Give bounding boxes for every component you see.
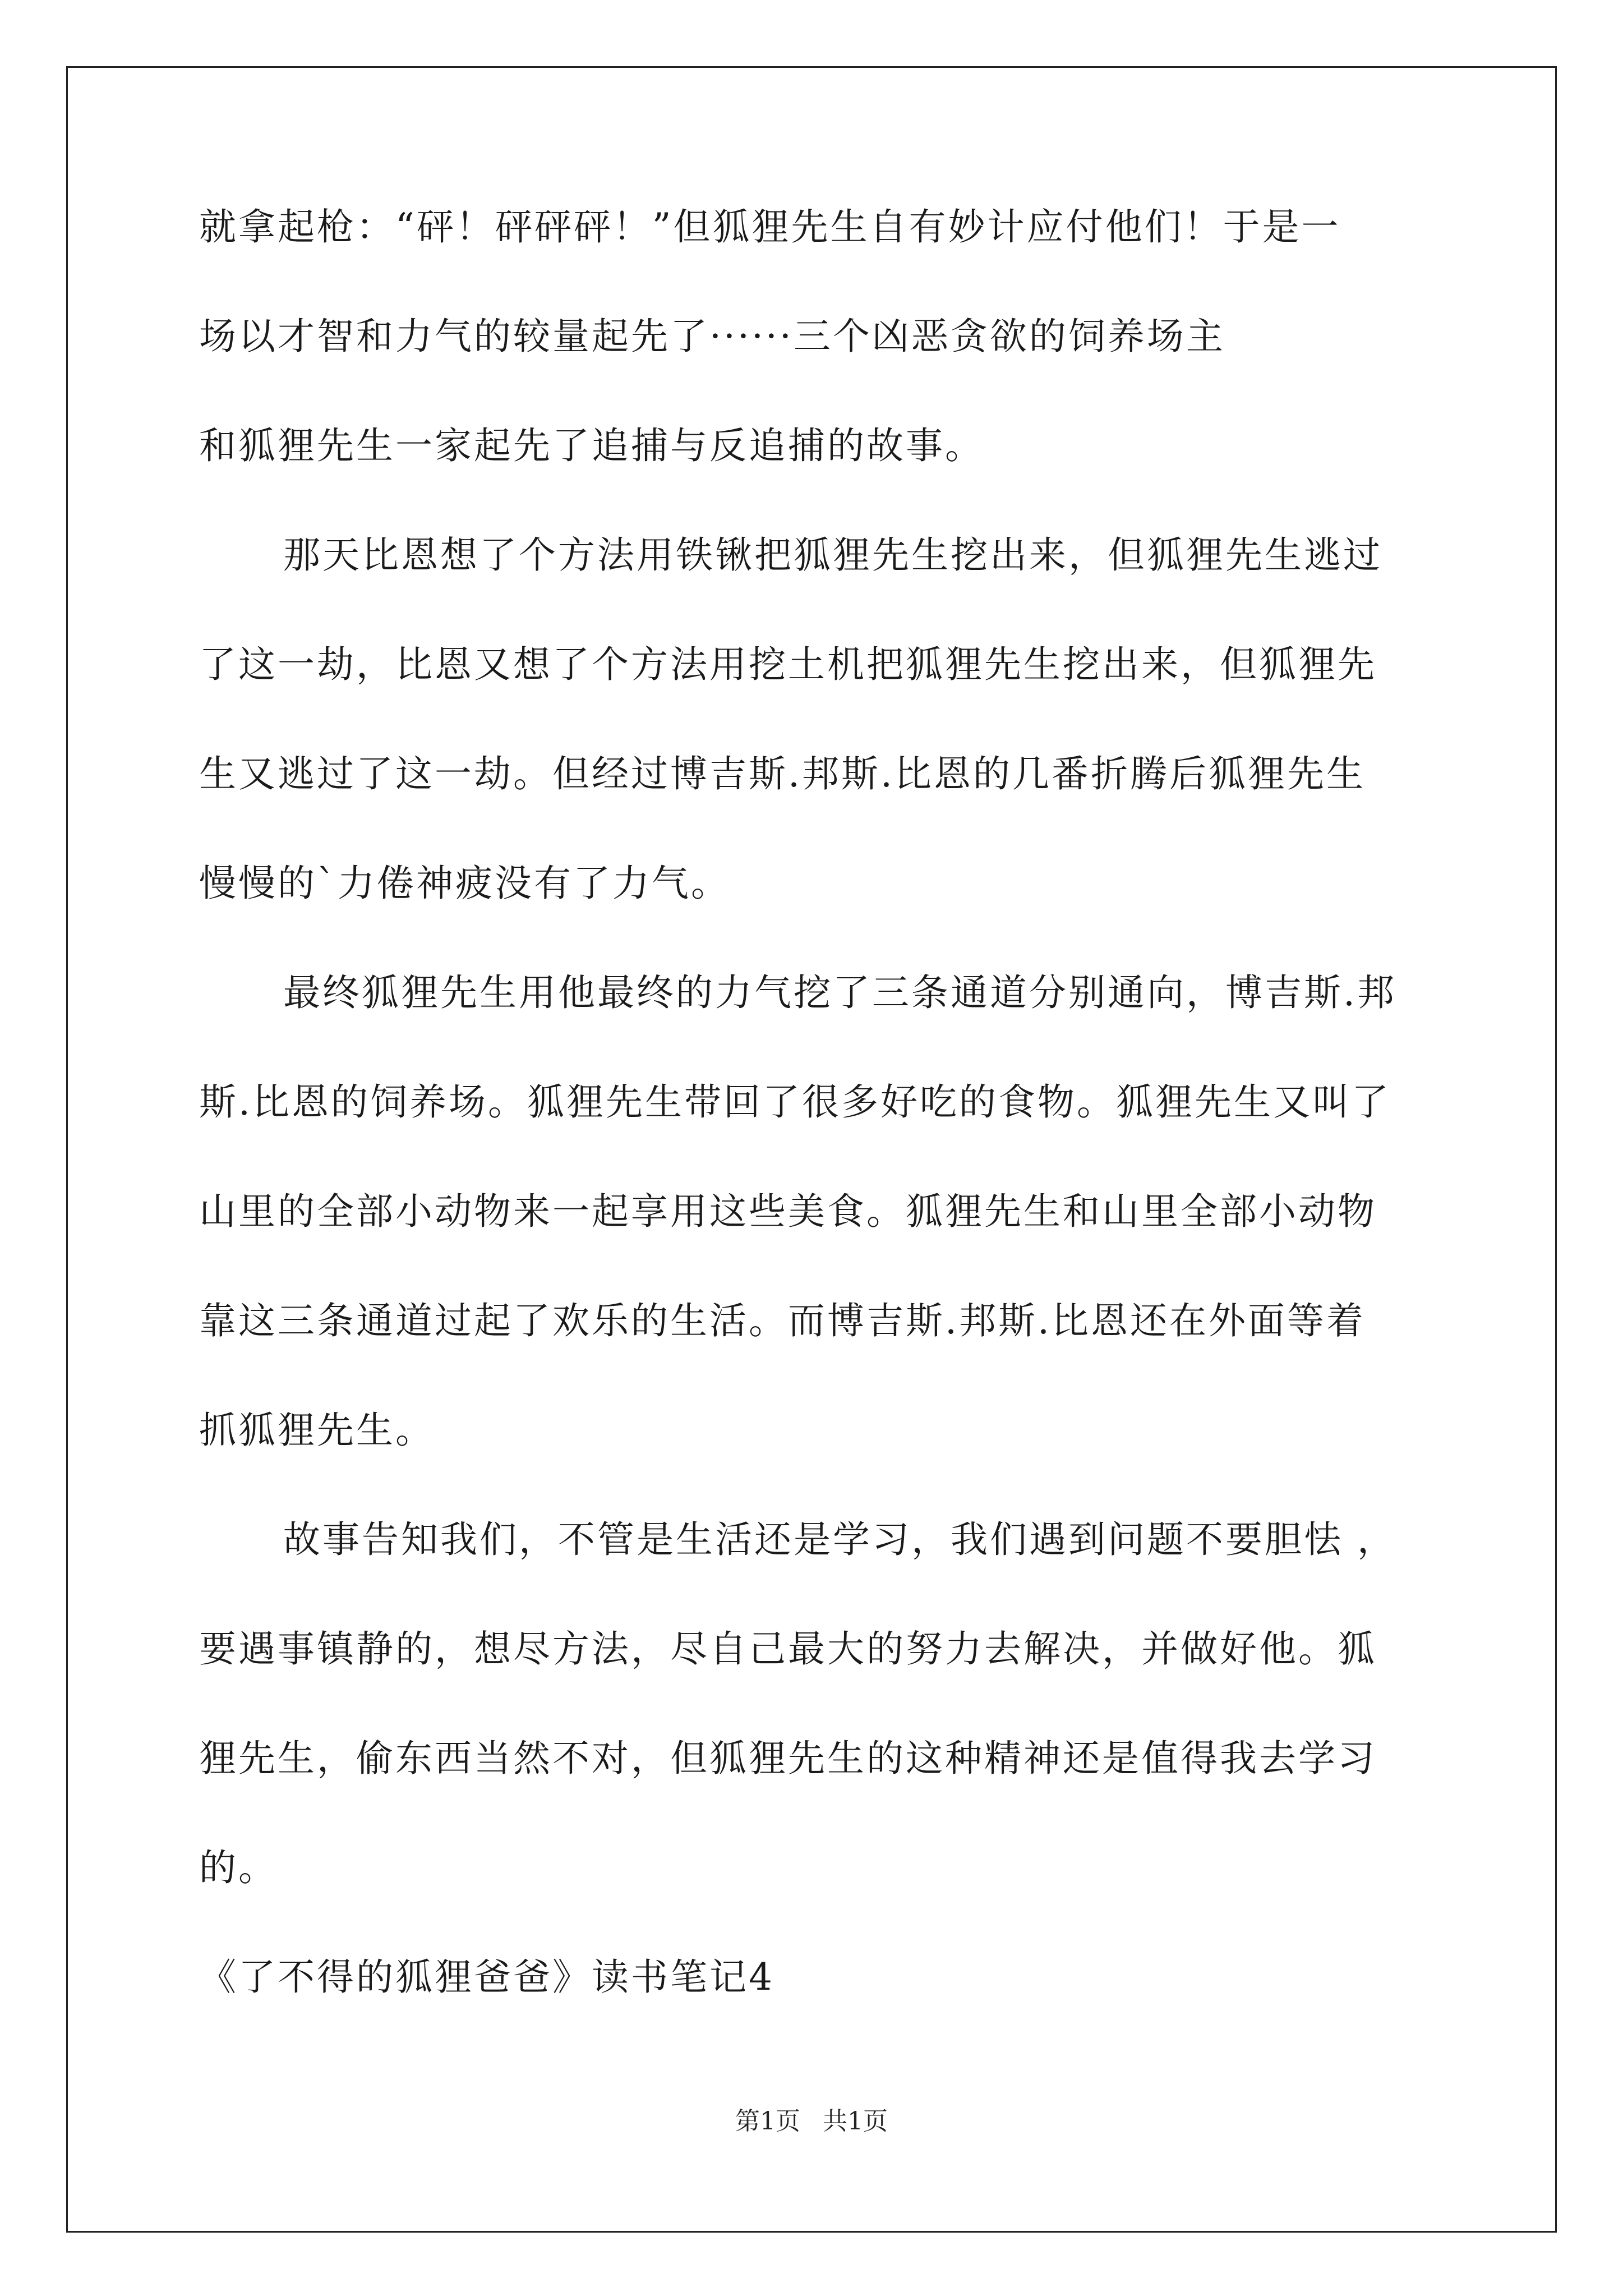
text-line: 狸先生，偷东西当然不对，但狐狸先生的这种精神还是值得我去学习 [199,1737,1377,1780]
text-line: 就拿起枪：“砰！砰砰砰！”但狐狸先生自有妙计应付他们！于是一 [199,205,1341,249]
document-body [199,199,1433,2005]
text-line: 要遇事镇静的，想尽方法，尽自己最大的努力去解决，并做好他。狐 [199,1627,1377,1671]
text-line: 生又逃过了这一劫。但经过博吉斯.邦斯.比恩的几番折腾后狐狸先生 [199,752,1366,795]
paragraph-start-line: 最终狐狸先生用他最终的力气挖了三条通道分别通向，博吉斯.邦 [283,971,1396,1014]
page-footer [0,2105,1623,2138]
text-line: 斯.比恩的饲养场。狐狸先生带回了很多好吃的食物。狐狸先生又叫了 [199,1080,1391,1124]
text-line: 了这一劫，比恩又想了个方法用挖土机把狐狸先生挖出来，但狐狸先 [199,643,1377,686]
paragraph-start-line: 故事告知我们，不管是生活还是学习，我们遇到问题不要胆怯 ， [283,1518,1396,1561]
text-line: 靠这三条通道过起了欢乐的生活。而博吉斯.邦斯.比恩还在外面等着 [199,1299,1366,1342]
text-line: 慢慢的`力倦神疲没有了力气。 [199,862,730,905]
text-line: 的。 [199,1846,278,1889]
paragraph-start-line: 那天比恩想了个方法用铁锹把狐狸先生挖出来，但狐狸先生逃过 [283,533,1382,577]
text-line: 山里的全部小动物来一起享用这些美食。狐狸先生和山里全部小动物 [199,1190,1377,1233]
text-line: 抓狐狸先生。 [199,1409,435,1452]
page-number: 第1页 [735,2107,800,2136]
page-total: 共1页 [823,2107,888,2136]
text-line: 和狐狸先生一家起先了追捕与反追捕的故事。 [199,424,984,467]
text-line: 场以才智和力气的较量起先了······三个凶恶贪欲的饲养场主 [199,315,1225,358]
section-title: 《了不得的狐狸爸爸》读书笔记4 [199,1955,774,1999]
